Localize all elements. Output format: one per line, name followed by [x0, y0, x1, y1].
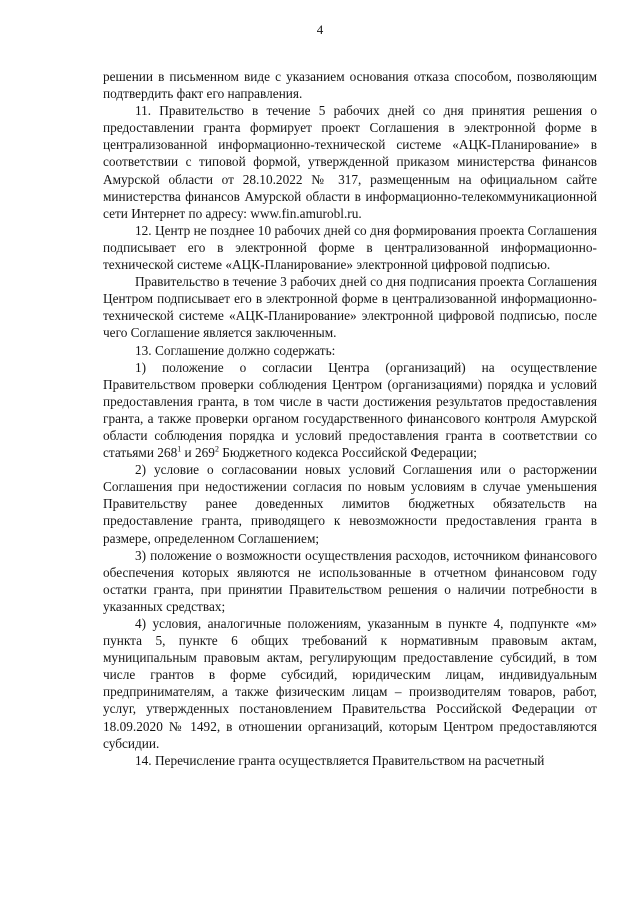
- paragraph-continuation: решении в письменном виде с указанием основания отказа способом, позволяющим подтвердить факт его направления.: [103, 69, 597, 102]
- paragraph-12-government-signing: Правительство в течение 3 рабочих дней со дня подписания проекта Соглашения Центром подписывает его в электронной форме в централизованной информационно-технической системе «АЦК-Планирование» электронной цифровой подписью, после чего Соглашение является заключенным.: [103, 274, 597, 341]
- article-269-superscript: 2: [214, 444, 219, 454]
- paragraph-13-item-1: [103, 359, 597, 462]
- article-268-superscript: 1: [177, 444, 182, 454]
- item-1-text-a: 1) положение о согласии Центра (организаций) на осуществление Правительством проверки соблюдения Центром (организациями) порядка и условий предоставления гранта, в том числе в части достижения результатов предоставления гранта, а также проверки органом государственного финансового контроля Амурской области соблюдения порядка и условий предоставления гранта в соответствии со статьями 268: [103, 359, 597, 461]
- paragraph-11: 11. Правительство в течение 5 рабочих дней со дня принятия решения о предоставлении гранта формирует проект Соглашения в электронной форме в централизованной информационно-технической системе «АЦК-Планирование» в соответствии с типовой формой, утвержденной приказом министерства финансов Амурской области от 28.10.2022 № 317, размещенным на официальном сайте министерства финансов Амурской области в информационно-телекоммуникационной сети Интернет по адресу: www.fin.amurobl.ru.: [103, 103, 597, 221]
- paragraph-13-item-2: 2) условие о согласовании новых условий Соглашения или о расторжении Соглашения при недостижении согласия по новым условиям в случае уменьшения Правительству ранее доведенных лимитов бюджетных обязательств на предоставление гранта, приводящего к невозможности предоставления гранта в размере, определенном Соглашением;: [103, 462, 597, 546]
- paragraph-12: 12. Центр не позднее 10 рабочих дней со дня формирования проекта Соглашения подписывает его в электронной форме в централизованной информационно-технической системе «АЦК-Планирование» электронной цифровой подписью.: [103, 222, 597, 273]
- paragraph-13-item-4: 4) условия, аналогичные положениям, указанным в пункте 4, подпункте «м» пункта 5, пункте 6 общих требований к нормативным правовым актам, муниципальным правовым актам, регулирующим предоставление субсидий, в том числе грантов в форме субсидий, юридическим лицам, индивидуальным предпринимателям, а также физическим лицам – производителям товаров, работ, услуг, утвержденных постановлением Правительства Российской Федерации от 18.09.2020 № 1492, в отношении организаций, которым Центром предоставляются субсидии.: [103, 616, 597, 751]
- item-1-text-b: и 269: [181, 445, 215, 461]
- document-body: [103, 68, 597, 769]
- paragraph-13-heading: 13. Соглашение должно содержать:: [135, 342, 336, 358]
- page-number: 4: [316, 22, 324, 37]
- paragraph-14: 14. Перечисление гранта осуществляется Правительством на расчетный: [135, 752, 545, 768]
- paragraph-13-item-3: 3) положение о возможности осуществления расходов, источником финансового обеспечения которых являются не использованные в отчетном финансовом году остатки гранта, при принятии Правительством решения о наличии потребности в указанных средствах;: [103, 547, 597, 614]
- item-1-text-c: Бюджетного кодекса Российской Федерации;: [218, 445, 478, 461]
